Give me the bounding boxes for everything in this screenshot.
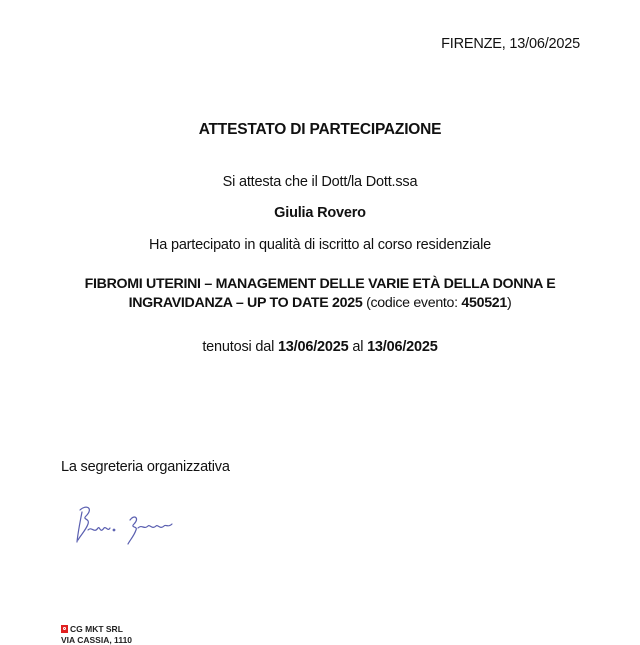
attest-line: Si attesta che il Dott/la Dott.ssa <box>222 174 418 190</box>
held-dates <box>0 339 640 355</box>
signature-image <box>72 500 192 550</box>
event-code-label: (codice evento: <box>362 295 462 311</box>
end-date: 13/06/2025 <box>367 339 438 355</box>
certificate-title: ATTESTATO DI PARTECIPAZIONE <box>198 121 442 138</box>
place-date: FIRENZE, 13/06/2025 <box>441 36 580 52</box>
company-address: VIA CASSIA, 1110 <box>61 635 133 645</box>
course-title-line2: INGRAVIDANZA – UP TO DATE 2025 <box>128 295 363 311</box>
course-title-line1: FIBROMI UTERINI – MANAGEMENT DELLE VARIE ETÀ DELLA DONNA E <box>84 276 556 292</box>
company-logo-icon <box>61 625 68 633</box>
event-code: 450521 <box>461 295 507 311</box>
event-code-close: ) <box>506 295 512 311</box>
course-title <box>0 275 640 313</box>
start-date: 13/06/2025 <box>277 339 349 355</box>
held-prefix: tenutosi dal <box>202 339 278 355</box>
participation-line: Ha partecipato in qualità di iscritto al corso residenziale <box>148 237 492 253</box>
secretariat-label: La segreteria organizzativa <box>61 459 230 475</box>
company-name: CG MKT SRL <box>70 624 123 634</box>
held-middle: al <box>348 339 368 355</box>
footer-company <box>61 624 132 645</box>
participant-name: Giulia Rovero <box>274 205 366 221</box>
